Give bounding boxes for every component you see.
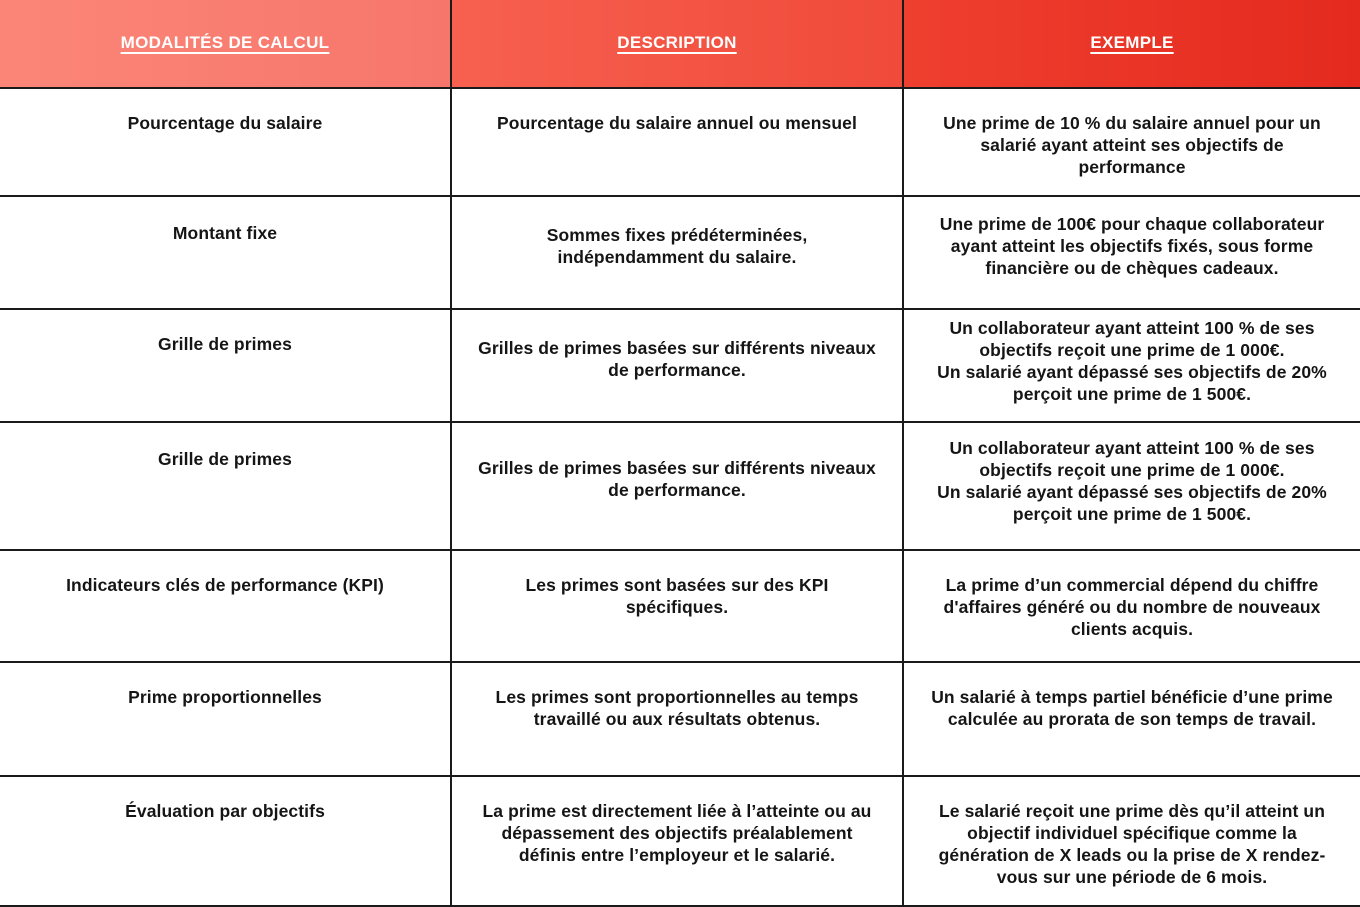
example-text [928, 437, 1336, 525]
description-text: Grilles de primes basées sur différents niveaux de performance. [478, 337, 876, 380]
table-cell-description [452, 197, 904, 310]
method-text: Indicateurs clés de performance (KPI) [66, 575, 384, 595]
header-cell-example [904, 0, 1360, 89]
table-cell-example [904, 423, 1360, 551]
example-text: Une prime de 10 % du salaire annuel pour un salarié ayant atteint ses objectifs de performance [943, 113, 1321, 177]
header-cell-method [0, 0, 452, 89]
description-text: Les primes sont basées sur des KPI spécifiques. [525, 575, 829, 617]
description-text: Sommes fixes prédéterminées, indépendamment du salaire. [546, 224, 808, 267]
table-cell-method [0, 423, 452, 551]
table-cell-example [904, 310, 1360, 423]
table-cell-method [0, 663, 452, 777]
example-line: Un salarié ayant dépassé ses objectifs de 20% perçoit une prime de 1 500€. [937, 482, 1327, 524]
table-cell-description [452, 663, 904, 777]
method-text: Prime proportionnelles [128, 687, 322, 707]
method-text: Évaluation par objectifs [125, 801, 325, 821]
description-text: Les primes sont proportionnelles au temps travaillé ou aux résultats obtenus. [495, 687, 859, 729]
header-label-example: EXEMPLE [1090, 32, 1174, 52]
table-cell-description [452, 777, 904, 907]
example-line: Un salarié ayant dépassé ses objectifs de 20% perçoit une prime de 1 500€. [937, 361, 1327, 404]
table-cell-description [452, 423, 904, 551]
method-text: Grille de primes [158, 449, 292, 469]
description-text: Pourcentage du salaire annuel ou mensuel [497, 113, 857, 133]
table-cell-method [0, 197, 452, 310]
description-text: La prime est directement liée à l’atteinte ou au dépassement des objectifs préalablement définis entre l’employeur et le salarié. [482, 801, 872, 865]
example-text: Une prime de 100€ pour chaque collaborateur ayant atteint les objectifs fixés, sous forme financière ou de chèques cadeaux. [939, 213, 1325, 278]
header-cell-description [452, 0, 904, 89]
example-line: Un collaborateur ayant atteint 100 % de ses objectifs reçoit une prime de 1 000€. [949, 438, 1315, 480]
table-cell-method [0, 551, 452, 663]
header-label-method: MODALITÉS DE CALCUL [120, 32, 330, 52]
table-cell-example [904, 89, 1360, 197]
table-cell-method [0, 777, 452, 907]
table-cell-example [904, 197, 1360, 310]
method-text: Grille de primes [158, 334, 292, 354]
table-cell-example [904, 663, 1360, 777]
method-text: Pourcentage du salaire [127, 113, 323, 133]
table-cell-description [452, 89, 904, 197]
table-cell-method [0, 89, 452, 197]
example-line: Un collaborateur ayant atteint 100 % de ses objectifs reçoit une prime de 1 000€. [949, 317, 1315, 360]
table-cell-description [452, 551, 904, 663]
table-cell-example [904, 777, 1360, 907]
example-text: La prime d’un commercial dépend du chiffre d'affaires généré ou du nombre de nouveaux clients acquis. [943, 575, 1321, 639]
example-text: Un salarié à temps partiel bénéficie d’une prime calculée au prorata de son temps de travail. [931, 687, 1333, 729]
header-label-description: DESCRIPTION [617, 32, 737, 52]
table-cell-description [452, 310, 904, 423]
method-text: Montant fixe [172, 223, 278, 243]
example-text [928, 317, 1336, 405]
table-cell-method [0, 310, 452, 423]
description-text: Grilles de primes basées sur différents niveaux de performance. [478, 458, 876, 500]
example-text: Le salarié reçoit une prime dès qu’il atteint un objectif individuel spécifique comme la génération de X leads ou la prise de X rendez-vous sur une période de 6 mois. [938, 801, 1326, 887]
table-cell-example [904, 551, 1360, 663]
